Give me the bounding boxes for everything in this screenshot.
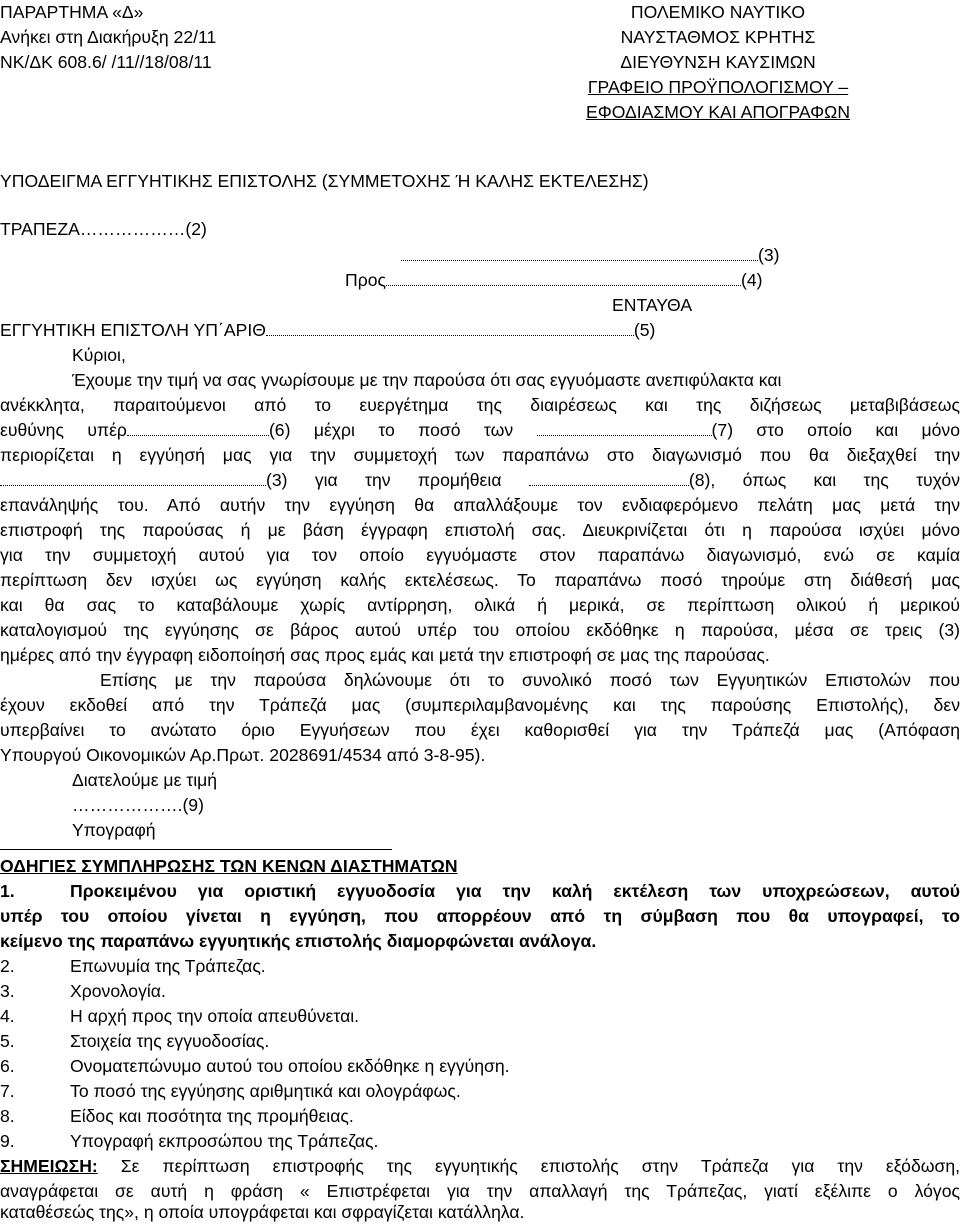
item-text: Το ποσό της εγγύησης αριθμητικά και ολογράφως. <box>70 1081 461 1101</box>
recipient-line <box>345 268 763 293</box>
signature-rule <box>0 849 392 850</box>
instruction-item-6 <box>0 1054 510 1079</box>
item-text: Υπογραφή εκπροσώπου της Τράπεζας. <box>70 1131 379 1151</box>
instruction-item-1 <box>0 879 960 904</box>
body-line-13: Επίσης με την παρούσα δηλώνουμε ότι το συνολικό ποσό των Εγγυητικών Επιστολών που <box>100 670 960 690</box>
item-number: 2. <box>0 956 15 976</box>
item-number: 4. <box>0 1006 15 1026</box>
item-number: 3. <box>0 981 15 1001</box>
tender-reference: Ανήκει στη Διακήρυξη 22/11 <box>0 27 217 47</box>
item-number: 1. <box>0 881 15 901</box>
body-line-15: υπερβαίνει το ανώτατο όριο Εγγυήσεων που έχει καθορισθεί για την Τράπεζά μας (Απόφαση <box>0 720 960 740</box>
note-line-1 <box>0 1154 960 1179</box>
body-text: ευθύνης υπέρ <box>0 420 127 440</box>
body-line-10: και θα σας το καταβάλουμε χωρίς αντίρρηση, ολικά ή μερικά, σε περίπτωση ολικού ή μερικού <box>0 595 960 615</box>
header-right <box>548 0 888 125</box>
letter-number-line <box>0 318 655 343</box>
instruction-item-3 <box>0 979 166 1004</box>
date-ref: (3) <box>758 245 780 265</box>
recipient-blank <box>386 270 741 286</box>
body-line-2: ανέκκλητα, παραιτούμενοι από το ευεργέτημα της διαιρέσεως και της διζήσεως μεταβιβάσεως <box>0 395 960 415</box>
instruction-item-2 <box>0 954 266 979</box>
body-line-3 <box>0 418 960 443</box>
closing-phrase: Διατελούμε με τιμή <box>72 770 218 790</box>
supply-blank <box>529 470 689 486</box>
instruction-item-4 <box>0 1004 359 1029</box>
org-line-5: ΕΦΟΔΙΑΣΜΟΥ ΚΑΙ ΑΠΟΓΡΑΦΩΝ <box>585 102 851 122</box>
instruction-item-9 <box>0 1129 378 1154</box>
bank-line: ΤΡΑΠΕΖΑ………………(2) <box>0 219 207 239</box>
item-text: Χρονολογία. <box>70 981 166 1001</box>
amount-blank <box>537 420 712 436</box>
annex-label: ΠΑΡΑΡΤΗΜΑ «Δ» <box>0 2 144 22</box>
instruction-item-1-cont-2: κείμενο της παραπάνω εγγυητικής επιστολής διαμορφώνεται ανάλογα. <box>0 931 597 951</box>
org-line-1: ΠΟΛΕΜΙΚΟ ΝΑΥΤΙΚΟ <box>630 2 806 22</box>
body-line-16: Υπουργού Οικονομικών Αρ.Πρωτ. 2028691/4534 από 3-8-95). <box>0 745 486 765</box>
body-line-12: ημέρες από την έγγραφη ειδοποίησή σας προς εμάς και μετά την επιστροφή σε μας της παρούσας. <box>0 645 770 665</box>
instruction-item-1-cont-1: υπέρ του οποίου γίνεται η εγγύηση, που απορρέουν από τη σύμβαση που θα υπογραφεί, το <box>0 906 960 926</box>
item-number: 9. <box>0 1131 15 1151</box>
body-line-1: Έχουμε την τιμή να σας γνωρίσουμε με την παρούσα ότι σας εγγυόμαστε ανεπιφύλακτα και <box>72 370 782 390</box>
note-label: ΣΗΜΕΙΩΣΗ: <box>0 1156 98 1176</box>
body-text: (3) για την προμήθεια <box>266 470 502 490</box>
body-text: (7) στο οποίο και μόνο <box>711 420 960 440</box>
item-number: 5. <box>0 1031 15 1051</box>
body-text: (8), όπως και της τυχόν <box>688 470 960 490</box>
location-label: ΕΝΤΑΥΘΑ <box>612 295 693 315</box>
org-line-4: ΓΡΑΦΕΙΟ ΠΡΟΫΠΟΛΟΓΙΣΜΟΥ – <box>587 77 849 97</box>
tender-date-blank <box>0 470 266 486</box>
instruction-item-5 <box>0 1029 269 1054</box>
item-number: 8. <box>0 1106 15 1126</box>
instruction-item-8 <box>0 1104 354 1129</box>
body-line-14: έχουν εκδοθεί από την Τράπεζά μας (συμπεριλαμβανομένης και της παρούσης Επιστολής), δεν <box>0 695 960 715</box>
recipient-label: Προς <box>345 270 386 290</box>
header-left <box>0 0 216 75</box>
closing-signature-line: ……………….(9) <box>72 795 204 815</box>
date-line <box>401 243 780 268</box>
letter-number-blank <box>266 320 634 336</box>
beneficiary-blank <box>127 420 269 436</box>
body-line-5 <box>0 468 960 493</box>
body-line-6: επανάληψής του. Από αυτήν την εγγύηση θα απαλλάξουμε τον ενδιαφερόμενο πελάτη μας μετά την <box>0 495 960 515</box>
note-line-3: καταθέσεώς της», η οποία υπογράφεται και σφραγίζεται κατάλληλα. <box>0 1202 525 1222</box>
item-text: Είδος και ποσότητα της προμήθειας. <box>70 1106 354 1126</box>
item-number: 7. <box>0 1081 15 1101</box>
letter-number-label: ΕΓΓΥΗΤΙΚΗ ΕΠΙΣΤΟΛΗ ΥΠ΄ΑΡΙΘ <box>0 320 266 340</box>
signature-label: Υπογραφή <box>72 820 156 840</box>
body-line-8: για την συμμετοχή αυτού για τον οποίο εγγυόμαστε στον παραπάνω διαγωνισμό, ενώ σε καμία <box>0 545 960 565</box>
item-text: Προκειμένου για οριστική εγγυοδοσία για την καλή εκτέλεση των υποχρεώσεων, αυτού <box>70 881 960 901</box>
item-text: Η αρχή προς την οποία απευθύνεται. <box>70 1006 360 1026</box>
item-number: 6. <box>0 1056 15 1076</box>
body-line-11: καταλογισμού της εγγύησης σε βάρος αυτού υπέρ του οποίου εκδόθηκε η παρούσα, μέσα σε τρεις (3) <box>0 620 960 640</box>
item-text: Ονοματεπώνυμο αυτού του οποίου εκδόθηκε η εγγύηση. <box>70 1056 510 1076</box>
body-text: (6) μέχρι το ποσό των <box>268 420 514 440</box>
org-line-2: ΝΑΥΣΤΑΘΜΟΣ ΚΡΗΤΗΣ <box>620 27 816 47</box>
instruction-item-7 <box>0 1079 461 1104</box>
body-line-9: περίπτωση δεν ισχύει ως εγγύηση καλής εκτελέσεως. Το παραπάνω ποσό τηρούμε στη διάθεσή μας <box>0 570 960 590</box>
body-line-4: περιορίζεται η εγγύησή μας για την συμμετοχή των παραπάνω στο διαγωνισμό που θα διεξαχθεί την <box>0 445 960 465</box>
protocol-reference: ΝΚ/ΔΚ 608.6/ /11//18/08/11 <box>0 52 212 72</box>
note-line-2: αναγράφεται σε αυτή η φράση « Επιστρέφεται για την απαλλαγή της Τράπεζας, γιατί εξέλιπε ο λόγος <box>0 1181 960 1201</box>
salutation: Κύριοι, <box>72 345 126 365</box>
instructions-title: ΟΔΗΓΙΕΣ ΣΥΜΠΛΗΡΩΣΗΣ ΤΩΝ ΚΕΝΩΝ ΔΙΑΣΤΗΜΑΤΩΝ <box>0 856 458 876</box>
letter-number-ref: (5) <box>633 320 656 340</box>
item-text: Επωνυμία της Τράπεζας. <box>70 956 266 976</box>
item-text: Στοιχεία της εγγυοδοσίας. <box>70 1031 270 1051</box>
date-blank <box>401 245 758 261</box>
note-text: Σε περίπτωση επιστροφής της εγγυητικής επιστολής στην Τράπεζα για την εξόδωση, <box>120 1156 960 1176</box>
body-line-7: επιστροφή της παρούσας ή με βάση έγγραφη επιστολή σας. Διευκρινίζεται ότι η παρούσα ισχύει μόνο <box>0 520 960 540</box>
recipient-ref: (4) <box>740 270 763 290</box>
document-title: ΥΠΟΔΕΙΓΜΑ ΕΓΓΥΗΤΙΚΗΣ ΕΠΙΣΤΟΛΗΣ (ΣΥΜΜΕΤΟΧΗΣ Ή ΚΑΛΗΣ ΕΚΤΕΛΕΣΗΣ) <box>0 171 649 191</box>
org-line-3: ΔΙΕΥΘΥΝΣΗ ΚΑΥΣΙΜΩΝ <box>620 52 816 72</box>
